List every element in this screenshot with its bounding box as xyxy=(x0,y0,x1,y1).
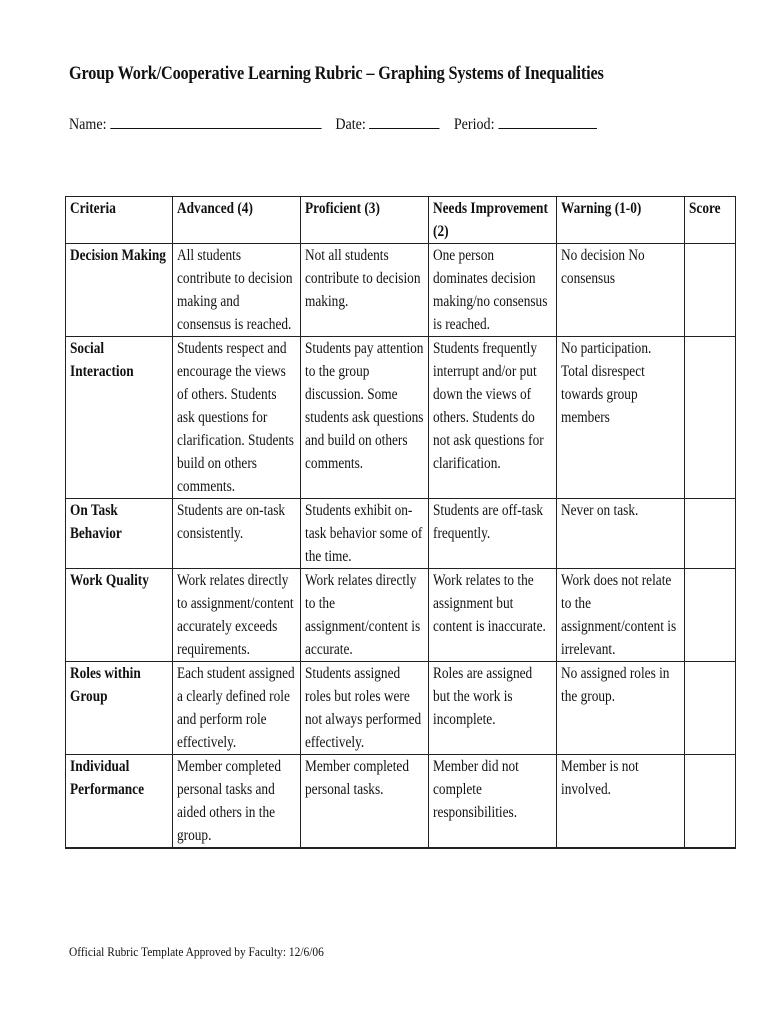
score-cell[interactable] xyxy=(685,499,736,569)
score-cell[interactable] xyxy=(685,662,736,755)
header-score: Score xyxy=(685,197,736,244)
warning-cell: Member is not involved. xyxy=(557,755,685,849)
period-label: Period: xyxy=(453,116,495,133)
rubric-table xyxy=(65,196,736,849)
needs-improvement-cell: Work relates to the assignment but content is inaccurate. xyxy=(429,569,557,662)
advanced-cell: Work relates directly to assignment/content accurately exceeds requirements. xyxy=(173,569,301,662)
advanced-cell: All students contribute to decision making and consensus is reached. xyxy=(173,244,301,337)
warning-cell: No assigned roles in the group. xyxy=(557,662,685,755)
warning-cell: No decision No consensus xyxy=(557,244,685,337)
header-proficient: Proficient (3) xyxy=(301,197,429,244)
score-cell[interactable] xyxy=(685,569,736,662)
name-label: Name: xyxy=(69,116,107,133)
header-advanced: Advanced (4) xyxy=(173,197,301,244)
advanced-cell: Students are on-task consistently. xyxy=(173,499,301,569)
score-cell[interactable] xyxy=(685,755,736,849)
advanced-cell: Students respect and encourage the views of others. Students ask questions for clarification. Students build on others comments. xyxy=(173,337,301,499)
advanced-cell: Each student assigned a clearly defined role and perform role effectively. xyxy=(173,662,301,755)
header-fields xyxy=(69,114,597,134)
criteria-cell: Roles within Group xyxy=(66,662,173,755)
needs-improvement-cell: Students are off-task frequently. xyxy=(429,499,557,569)
proficient-cell: Students pay attention to the group discussion. Some students ask questions and build on others comments. xyxy=(301,337,429,499)
table-row xyxy=(66,337,736,499)
footer-note: Official Rubric Template Approved by Faculty: 12/6/06 xyxy=(69,944,324,959)
table-row xyxy=(66,244,736,337)
warning-cell: Never on task. xyxy=(557,499,685,569)
score-cell[interactable] xyxy=(685,244,736,337)
table-row xyxy=(66,499,736,569)
needs-improvement-cell: Roles are assigned but the work is incomplete. xyxy=(429,662,557,755)
name-field[interactable] xyxy=(110,114,321,129)
period-field[interactable] xyxy=(498,114,597,129)
criteria-cell: On Task Behavior xyxy=(66,499,173,569)
header-row xyxy=(66,197,736,244)
table-row xyxy=(66,569,736,662)
criteria-cell: Individual Performance xyxy=(66,755,173,849)
table-row xyxy=(66,755,736,849)
score-cell[interactable] xyxy=(685,337,736,499)
needs-improvement-cell: One person dominates decision making/no consensus is reached. xyxy=(429,244,557,337)
criteria-cell: Social Interaction xyxy=(66,337,173,499)
warning-cell: Work does not relate to the assignment/content is irrelevant. xyxy=(557,569,685,662)
warning-cell: No participation. Total disrespect towards group members xyxy=(557,337,685,499)
table-row xyxy=(66,662,736,755)
date-field[interactable] xyxy=(369,114,439,129)
proficient-cell: Not all students contribute to decision making. xyxy=(301,244,429,337)
proficient-cell: Students exhibit on-task behavior some of the time. xyxy=(301,499,429,569)
criteria-cell: Decision Making xyxy=(66,244,173,337)
advanced-cell: Member completed personal tasks and aided others in the group. xyxy=(173,755,301,849)
header-warning: Warning (1-0) xyxy=(557,197,685,244)
header-needs-improvement: Needs Improvement (2) xyxy=(429,197,557,244)
proficient-cell: Work relates directly to the assignment/content is accurate. xyxy=(301,569,429,662)
needs-improvement-cell: Students frequently interrupt and/or put down the views of others. Students do not ask questions for clarification. xyxy=(429,337,557,499)
header-criteria: Criteria xyxy=(66,197,173,244)
proficient-cell: Students assigned roles but roles were not always performed effectively. xyxy=(301,662,429,755)
page-title: Group Work/Cooperative Learning Rubric – Graphing Systems of Inequalities xyxy=(69,64,604,84)
needs-improvement-cell: Member did not complete responsibilities. xyxy=(429,755,557,849)
proficient-cell: Member completed personal tasks. xyxy=(301,755,429,849)
date-label: Date: xyxy=(335,116,366,133)
criteria-cell: Work Quality xyxy=(66,569,173,662)
